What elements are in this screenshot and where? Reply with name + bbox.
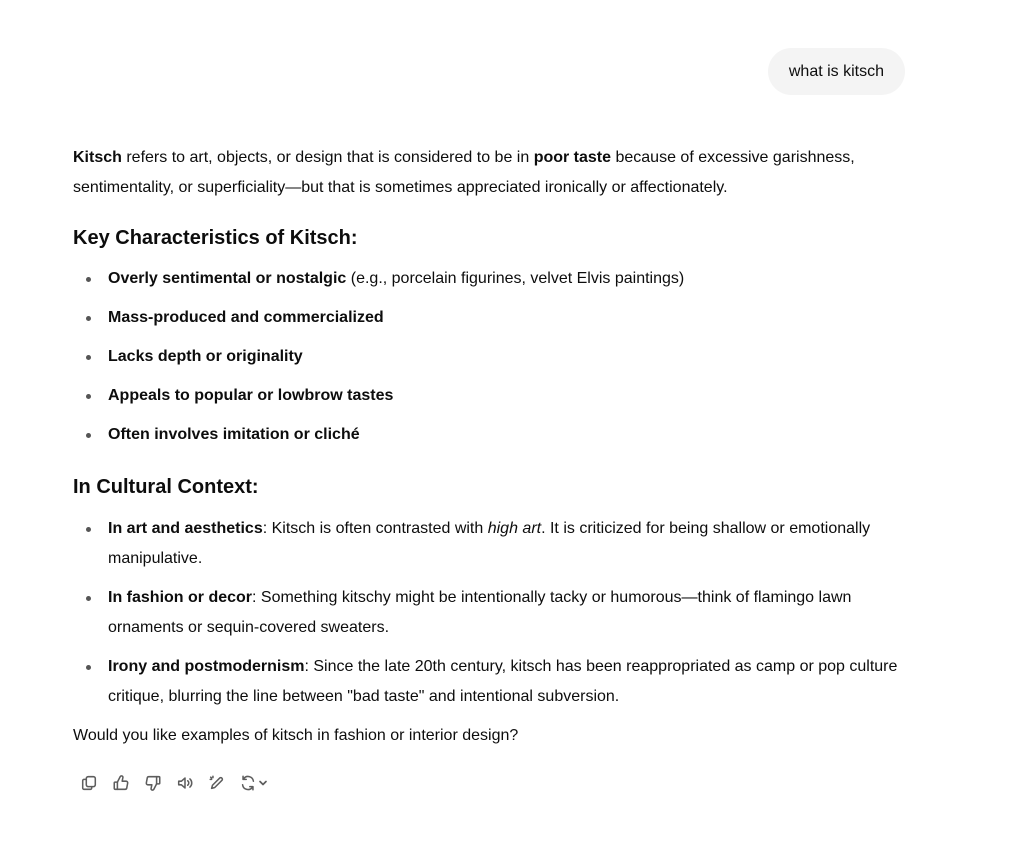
edit-pen-icon: [208, 774, 226, 792]
characteristics-list: [73, 264, 913, 450]
item-bold: Often involves imitation or cliché: [108, 426, 360, 443]
item-bold: Lacks depth or originality: [108, 348, 303, 365]
list-item: [73, 420, 913, 450]
item-text: . It is criticized for being shallow or emotionally manipulative.: [108, 520, 871, 567]
bullet-dot: [86, 394, 91, 399]
user-message-text: what is kitsch: [788, 63, 884, 80]
item-bold: Mass-produced and commercialized: [108, 309, 384, 326]
bullet-dot: [86, 596, 91, 601]
intro-text-1: refers to art, objects, or design that is considered to be in: [121, 149, 534, 166]
item-bold: Overly sentimental or nostalgic: [108, 270, 347, 287]
item-bold: In fashion or decor: [108, 589, 253, 606]
closing-question: Would you like examples of kitsch in fashion or interior design?: [73, 727, 519, 744]
regenerate-icon: [239, 774, 257, 792]
list-item: [73, 264, 913, 294]
edit-button[interactable]: [201, 771, 233, 795]
item-bold: In art and aesthetics: [108, 520, 263, 537]
bullet-dot: [86, 665, 91, 670]
cultural-context-list: [73, 514, 913, 712]
regenerate-button[interactable]: [233, 771, 273, 795]
intro-emphasis: poor taste: [533, 149, 612, 166]
intro-text-2: because of excessive garishness, sentimentality, or superficiality—but that is sometimes appreciated ironically or affectionately.: [73, 149, 855, 196]
read-aloud-icon: [176, 774, 194, 792]
assistant-response: [73, 143, 913, 751]
section-heading-characteristics: Key Characteristics of Kitsch:: [73, 227, 358, 249]
section-heading-cultural-context: In Cultural Context:: [73, 476, 259, 498]
list-item: [73, 381, 913, 411]
thumbs-down-icon: [144, 774, 162, 792]
item-bold: Irony and postmodernism: [108, 658, 305, 675]
thumbs-up-button[interactable]: [105, 771, 137, 795]
intro-paragraph: [73, 143, 913, 203]
list-item: [73, 583, 913, 643]
copy-button[interactable]: [73, 771, 105, 795]
item-text: : Something kitschy might be intentionally tacky or humorous—think of flamingo lawn ornaments or sequin-covered sweaters.: [108, 589, 852, 636]
chevron-down-icon: [258, 778, 268, 788]
list-item: [73, 514, 913, 574]
copy-icon: [80, 774, 98, 792]
list-item: [73, 342, 913, 372]
item-bold: Appeals to popular or lowbrow tastes: [108, 387, 394, 404]
intro-term: Kitsch: [73, 149, 122, 166]
bullet-dot: [86, 527, 91, 532]
message-actions: [73, 771, 273, 795]
thumbs-up-icon: [112, 774, 130, 792]
item-text: : Kitsch is often contrasted with: [262, 520, 488, 537]
item-text: : Since the late 20th century, kitsch has been reappropriated as camp or pop culture critique, blurring the line between "bad taste" and intentional subversion.: [108, 658, 898, 705]
bullet-dot: [86, 433, 91, 438]
item-text: (e.g., porcelain figurines, velvet Elvis paintings): [346, 270, 685, 287]
bullet-dot: [86, 316, 91, 321]
thumbs-down-button[interactable]: [137, 771, 169, 795]
list-item: [73, 303, 913, 333]
bullet-dot: [86, 277, 91, 282]
bullet-dot: [86, 355, 91, 360]
item-italic: high art: [487, 520, 542, 537]
read-aloud-button[interactable]: [169, 771, 201, 795]
list-item: [73, 652, 913, 712]
user-message-bubble: [768, 48, 905, 95]
